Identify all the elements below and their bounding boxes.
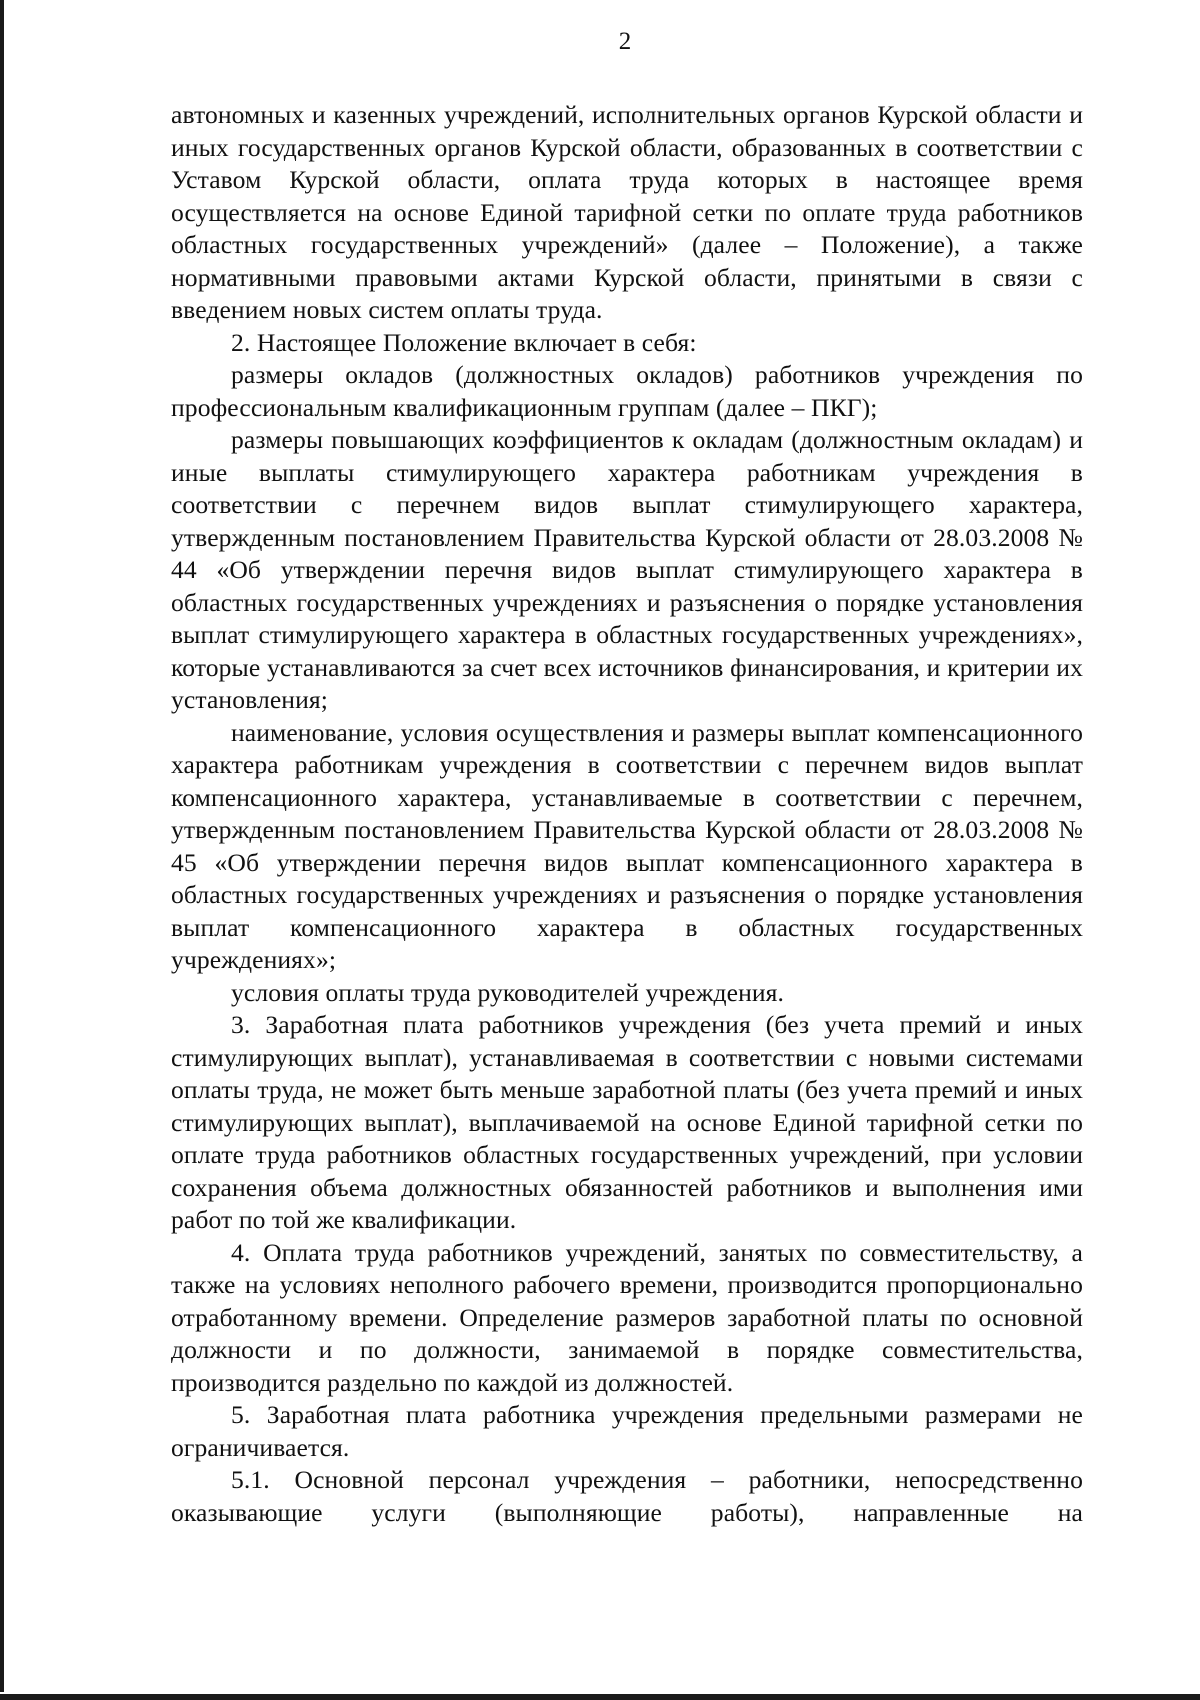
paragraph-stimulating-payments: размеры повышающих коэффициентов к окладам (должностным окладам) и иные выплаты стимулирующего характера работникам учреждения в соответствии с перечнем видов выплат стимулирующего характера, утвержденным постановлением Правительства Курской области от 28.03.2008 № 44 «Об утверждении перечня видов выплат стимулирующего характера в областных государственных учреждениях и разъяснения о порядке установления выплат стимулирующего характера в областных государственных учреждениях», которые устанавливаются за счет всех источников финансирования, и критерии их установления; xyxy=(171,425,1083,714)
paragraph-item-2: 2. Настоящее Положение включает в себя: xyxy=(231,327,697,357)
document-body xyxy=(171,99,1083,1529)
paragraph-item-4: 4. Оплата труда работников учреждений, занятых по совместительству, а также на условиях неполного рабочего времени, производится пропорционально отработанному времени. Определение размеров заработной платы по основной должности и по должности, занимаемой в порядке совместительства, производится раздельно по каждой из должностей. xyxy=(171,1237,1083,1397)
paragraph-item-3: 3. Заработная плата работников учреждения (без учета премий и иных стимулирующих выплат), устанавливаемая в соответствии с новыми системами оплаты труда, не может быть меньше заработной платы (без учета премий и иных стимулирующих выплат), выплачиваемой на основе Единой тарифной сетки по оплате труда работников областных государственных учреждений, при условии сохранения объема должностных обязанностей работников и выполнения ими работ по той же квалификации. xyxy=(171,1010,1083,1234)
paragraph-managers-pay: условия оплаты труда руководителей учреждения. xyxy=(231,977,785,1007)
paragraph-salaries: размеры окладов (должностных окладов) работников учреждения по профессиональным квалификационным группам (далее – ПКГ); xyxy=(171,360,1083,422)
paragraph-item-5-1: 5.1. Основной персонал учреждения – работники, непосредственно оказывающие услуги (выполняющие работы), направленные на xyxy=(171,1465,1083,1527)
paragraph-item-5: 5. Заработная плата работника учреждения предельными размерами не ограничивается. xyxy=(171,1400,1083,1462)
scan-edge-left xyxy=(0,0,4,1692)
page-number: 2 xyxy=(618,28,632,55)
paragraph-continuation: автономных и казенных учреждений, исполнительных органов Курской области и иных государственных органов Курской области, образованных в соответствии с Уставом Курской области, оплата труда которых в настоящее время осуществляется на основе Единой тарифной сетки по оплате труда работников областных государственных учреждений» (далее – Положение), а также нормативными правовыми актами Курской области, принятыми в связи с введением новых систем оплаты труда. xyxy=(171,100,1083,324)
scan-edge-bottom xyxy=(0,1694,1200,1700)
paragraph-compensation-payments: наименование, условия осуществления и размеры выплат компенсационного характера работникам учреждения в соответствии с перечнем видов выплат компенсационного характера, устанавливаемые в соответствии с перечнем, утвержденным постановлением Правительства Курской области от 28.03.2008 № 45 «Об утверждении перечня видов выплат компенсационного характера в областных государственных учреждениях и разъяснения о порядке установления выплат компенсационного характера в областных государственных учреждениях»; xyxy=(171,717,1083,974)
